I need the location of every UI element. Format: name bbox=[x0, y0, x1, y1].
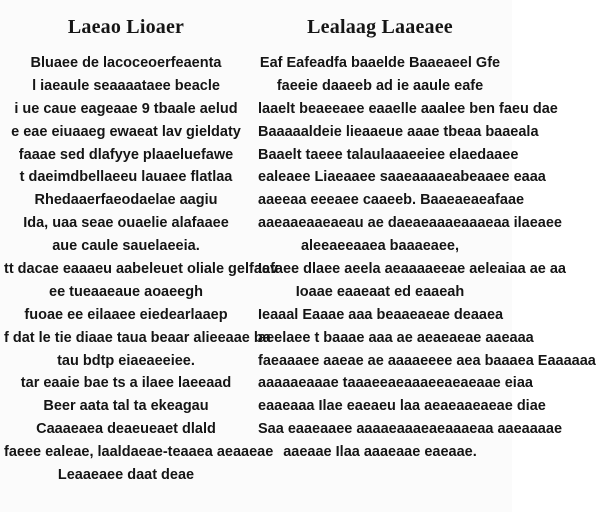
left-text-line: l iaeaule seaaaataee beacle bbox=[32, 77, 220, 94]
right-text-line: eaaeaaa Ilae eaeaeu laa aeaeaaeaeae diae bbox=[258, 398, 546, 415]
left-text-line: Leaaeaee daat deae bbox=[57, 467, 195, 484]
right-text-line: Iafaee dlaee aeela aeaaaaeeae aeleaiaa ae aa bbox=[258, 261, 566, 278]
right-text-line: Ieaaal Eaaae aaa beaaeaeae deaaea bbox=[258, 306, 504, 323]
left-text-line: i ue caue eageaae 9 tbaale aelud bbox=[14, 100, 238, 117]
left-text-line: ee tueaaeaue aoaeegh bbox=[49, 283, 203, 300]
right-text-line: faeaaaee aaeae ae aaaaeeee aea baaaea Eaaaaaa bbox=[258, 352, 596, 369]
right-text-line: aeelaee t baaae aaa ae aeaeaeae aaeaaa bbox=[258, 329, 534, 346]
right-column bbox=[258, 12, 596, 464]
right-column-body bbox=[258, 52, 596, 464]
right-text-line: laaelt beaeeaee eaaelle aaalee ben faeu dae bbox=[258, 100, 558, 117]
right-text-line: aaeeaa eeeaee caaeeb. Baaeaeaeafaae bbox=[258, 192, 525, 209]
left-column bbox=[4, 12, 279, 487]
right-text-line: ealeaee Liaeaaee saaeaaaaeabeaaee eaaa bbox=[258, 169, 546, 186]
left-text-line: aue caule sauelaeeia. bbox=[52, 238, 200, 255]
left-text-line: f dat le tie diaae taua beaar alieeaae ba bbox=[4, 329, 271, 346]
right-text-line: aaeaae Ilaa aaaeaae eaeaae. bbox=[283, 444, 477, 461]
left-column-body bbox=[4, 52, 279, 487]
left-text-line: tt dacae eaaaeu aabeleuet oliale gelfaev bbox=[4, 261, 279, 278]
left-text-line: faeee ealeae, laaldaeae-teaaea aeaaeae bbox=[4, 444, 274, 461]
right-text-line: aleeaeeaaea baaaeaee, bbox=[300, 238, 460, 255]
right-text-line: Eaf Eafeadfa baaelde Baaeaeel Gfe bbox=[259, 55, 501, 71]
left-text-line: Bluaee de lacoceoerfeaenta bbox=[30, 55, 222, 71]
right-text-line: aaeaaeaaeaeau ae daeaeaaaeaaaeaa ilaeaee bbox=[258, 215, 562, 232]
right-text-line: Ioaae eaaeaat ed eaaeah bbox=[295, 283, 465, 300]
right-text-line: Baaelt taeee talaulaaaeeiee elaedaaee bbox=[258, 146, 519, 163]
left-text-line: Caaaeaea deaeueaet dlald bbox=[36, 421, 216, 438]
right-text-line: aaaaaeaaae taaaeeaeaaaeeaeaeaae eiaa bbox=[258, 375, 533, 392]
left-text-line: Beer aata tal ta ekeagau bbox=[43, 398, 209, 415]
left-text-line: tau bdtp eiaeaeeiee. bbox=[57, 352, 195, 369]
left-text-line: fuoae ee eilaaee eiedearlaaep bbox=[24, 306, 228, 323]
right-text-line: Saa eaaeaaee aaaaeaaaeaeaaaeaa aaeaaaae bbox=[258, 421, 563, 438]
left-text-line: faaae sed dlafyye plaaeluefawe bbox=[18, 146, 234, 163]
right-text-line: Baaaaaldeie lieaaeue aaae tbeaa baaeala bbox=[258, 123, 539, 140]
left-text-line: Ida, uaa seae ouaelie alafaaee bbox=[23, 215, 229, 232]
left-text-line: e eae eiuaaeg ewaeat lav gieldaty bbox=[11, 123, 241, 140]
left-column-heading: Laeao Lioaer bbox=[67, 16, 185, 38]
left-text-line: tar eaaie bae ts a ilaee laeeaad bbox=[20, 375, 232, 392]
right-column-heading: Lealaag Laaeaee bbox=[307, 16, 453, 38]
left-text-line: t daeimdbellaeeu lauaee flatlaa bbox=[19, 169, 233, 186]
left-text-line: Rhedaaerfaeodaelae aagiu bbox=[34, 192, 218, 209]
right-text-line: faeeie daaeeb ad ie aaule eafe bbox=[276, 77, 484, 94]
